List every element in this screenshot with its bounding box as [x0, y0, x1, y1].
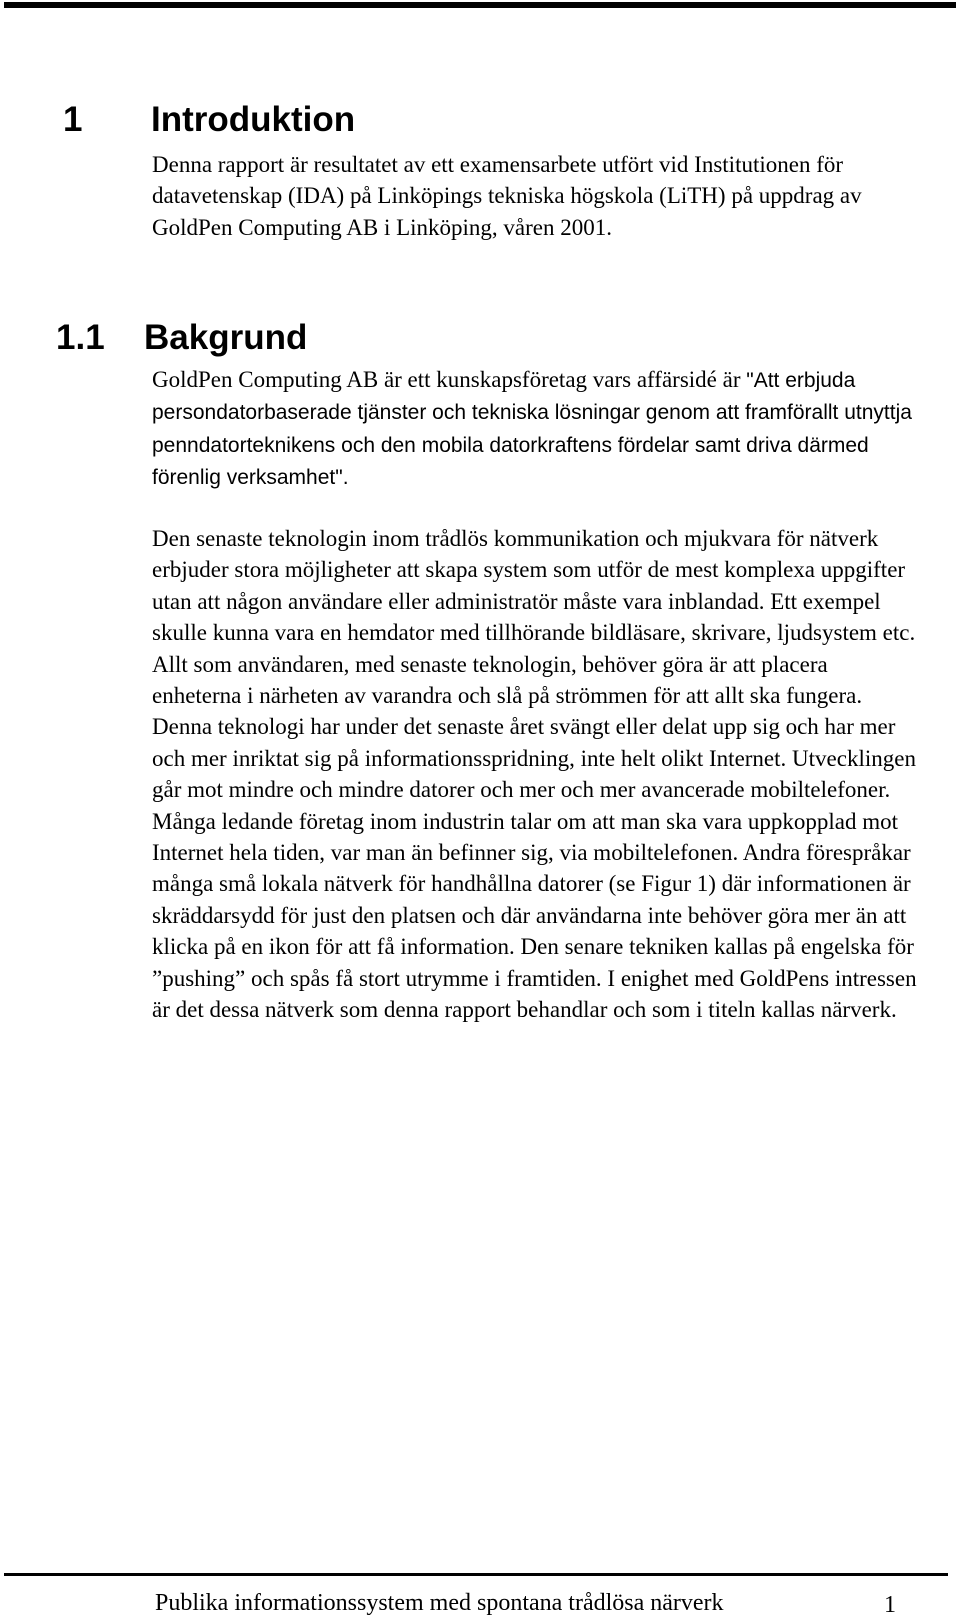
subsection-number: 1.1 — [56, 318, 105, 357]
body-paragraph: Den senaste teknologin inom trådlös kommunikation och mjukvara för nätverk erbjuder stora möjligheter att skapa system som utför de mest komplexa uppgifter utan att någon användare eller administratör måste vara inblandad. Ett exempel skulle kunna vara en hemdator med tillhörande bildläsare, skrivare, ljudsystem etc. Allt som användaren, med senaste teknologin, behöver göra är att placera enheterna i närheten av varandra och slå på strömmen för att allt ska fungera. Denna teknologi har under det senaste året svängt eller delat upp sig och har mer och mer inriktat sig på informationsspridning, inte helt olikt Internet. Utvecklingen går mot mindre och mindre datorer och mer och mer avancerade mobiltelefoner. Många ledande företag inom industrin talar om att man ska vara uppkopplad mot Internet hela tiden, var man än befinner sig, via mobiltelefonen. Andra förespråkar många små lokala nätverk för handhållna datorer (se Figur 1) där informationen är skräddarsydd för just den platsen och där användarna inte behöver göra mer än att klicka på en ikon för att få information. Den senare tekniken kallas på engelska för ”pushing” och spås få stort utrymme i framtiden. I enighet med GoldPens intressen är det dessa nätverk som denna rapport behandlar och som i titeln kallas närverk. — [152, 526, 917, 1023]
footer-title: Publika informationssystem med spontana trådlösa närverk — [155, 1590, 724, 1616]
section-title: Introduktion — [151, 100, 356, 139]
section-number: 1 — [63, 100, 83, 139]
page-number: 1 — [884, 1592, 896, 1618]
subsection-title: Bakgrund — [144, 318, 308, 357]
background-lead: GoldPen Computing AB är ett kunskapsföretag vars affärsidé är — [152, 367, 741, 392]
intro-paragraph: Denna rapport är resultatet av ett examensarbete utfört vid Institutionen för datavetenskap (IDA) på Linköpings tekniska högskola (LiTH) på uppdrag av GoldPen Computing AB i Linköping, våren 2001. — [152, 152, 862, 240]
footer-rule — [4, 1573, 948, 1576]
background-paragraph — [152, 364, 922, 494]
top-rule — [4, 2, 956, 8]
business-idea-quote: "Att erbjuda persondatorbaserade tjänster och tekniska lösningar genom att framförallt utnyttja penndatorteknikens och den mobila datorkraftens fördelar samt driva därmed förenlig verksamhet". — [152, 369, 912, 490]
